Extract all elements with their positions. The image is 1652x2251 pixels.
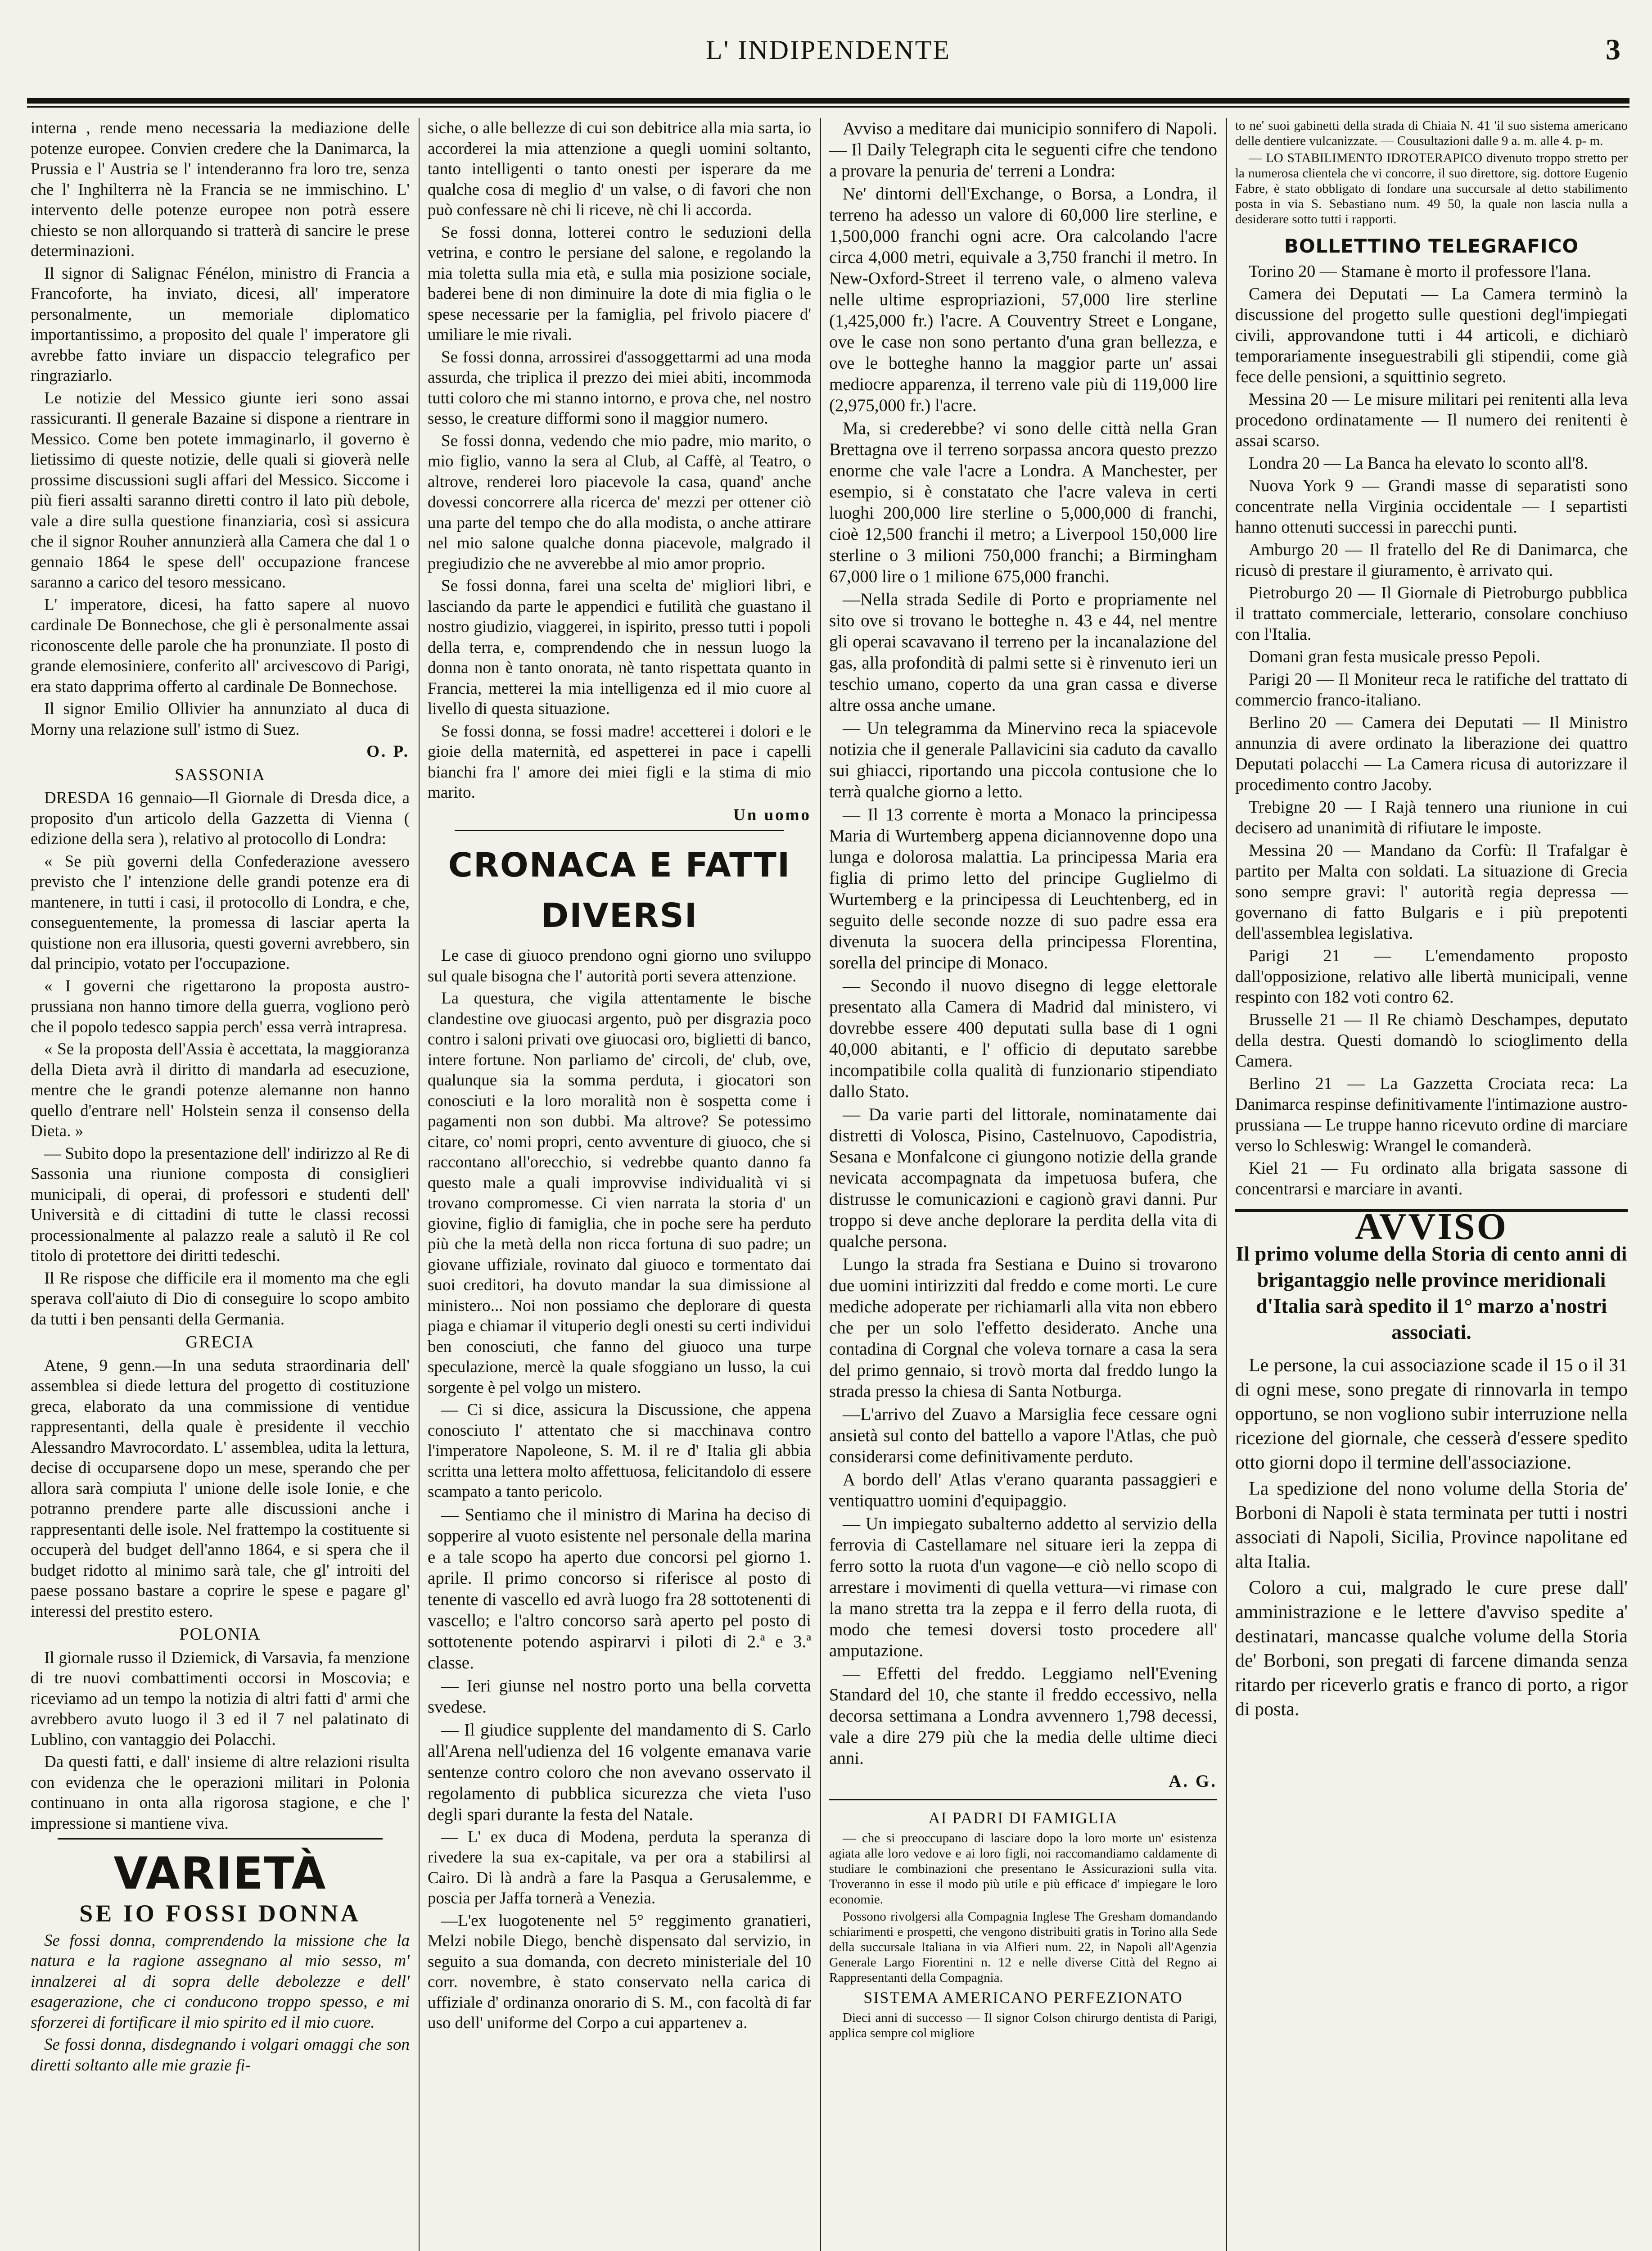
article-paragraph: — Secondo il nuovo disegno di legge elettorale presentato alla Camera di Madrid dal ministero, vi dovrebbe essere 400 deputati sulla base di 1 ogni 40,000 abitanti, e l' officio di deputato sarebbe incompatibile colla qualità di funzionario stipendiato dallo Stato. (829, 976, 1217, 1101)
article-paragraph: Se fossi donna, comprendendo la missione che la natura e la ragione assegnano al mio sesso, m' innalzerei al di sopra delle debolezze e dell' esagerazione, che ci conducono troppo spesso, e mi sforzerei di fortificare il mio spirito ed il mio cuore. (31, 1931, 410, 2032)
telegram-item: Torino 20 — Stamane è morto il professore l'lana. (1249, 262, 1591, 281)
telegram-item: Pietroburgo 20 — Il Giornale di Pietroburgo pubblica il trattato commerciale, letterario, consolare conchiuso con l'Italia. (1235, 583, 1628, 644)
article-paragraph: Le case di giuoco prendono ogni giorno uno sviluppo sul quale bisogna che l' autorità porti severa attenzione. (428, 946, 811, 985)
section-heading-grecia: GRECIA (185, 1333, 255, 1352)
section-divider (829, 1799, 1217, 1800)
avviso-announcement: Il primo volume della Storia di cento anni di brigantaggio nelle province meridionali d'Italia sarà spedito il 1° marzo a'nostri associati. (1236, 1242, 1627, 1343)
article-paragraph: Da questi fatti, e dall' insieme di altre relazioni risulta con evidenza che le operazioni militari in Polonia continuano in onta alla rigorosa stagione, e che l' impressione si mantiene viva. (31, 1753, 410, 1833)
article-paragraph: Se fossi donna, farei una scelta de' migliori libri, e lasciando da parte le appendici e futilità che guastano il nostro giudizio, viaggerei, in ispirito, presso tutti i popoli della terra, e, comprendendo che in nessun luogo la donna non è tanto onorata, nè tanto rispettata quanto in Francia, metterei la mia intelligenza ed il mio cuore al livello di questa situazione. (428, 577, 811, 718)
article-paragraph: Le notizie del Messico giunte ieri sono assai rassicuranti. Il generale Bazaine si dispone a rientrare in Messico. Come ben potete immaginarlo, il governo è lietissimo di queste notizie, delle quali si gioverà nelle prossime discussioni sugli affari del Messico. Siccome i più fieri assalti saranno diretti contro il lato più debole, vale a dire sulla questione finanziaria, così si assicura che il signor Rouher annunzierà alla Camera che dal 1 o gennaio 1864 le spese dell' occupazione francese saranno a carico del tesoro messicano. (31, 389, 410, 592)
section-heading-polonia: POLONIA (179, 1625, 261, 1644)
telegram-item: Trebigne 20 — I Rajà tennero una riunione in cui decisero ad unanimità di rifiutare le imposte. (1235, 798, 1628, 837)
advertisement-text: Possono rivolgersi alla Compagnia Inglese The Gresham domandando schiarimenti e prospetti, che vengono distribuiti gratis in Torino alla Sede della succursale Italiana in via Alfieri num. 22, in Napoli all'Agenzia Generale Largo Fiorentini n. 12 e nelle diverse Città del Regno ai Rappresentanti della Compagnia. (829, 1909, 1217, 1985)
article-paragraph: — Ieri giunse nel nostro porto una bella corvetta svedese. (428, 1676, 811, 1717)
telegram-item: Berlino 20 — Camera dei Deputati — Il Ministro annunzia di avere ordinato la liberazione dei quattro Deputati polacchi — La Camera ricusa di autorizzare il procedimento contro Jacoby. (1235, 713, 1628, 794)
article-paragraph: —Nella strada Sedile di Porto e propriamente nel sito ove si trovano le botteghe n. 43 e 44, nel mentre gli operai scavavano il terreno per la incanalazione del gas, alla profondità di palmi sette si è rinvenuto ieri un teschio umano, coperto da una gran cassa e diverse altre ossa anche umane. (829, 590, 1217, 715)
telegram-item: Domani gran festa musicale presso Pepoli. (1249, 647, 1540, 666)
article-signoff: Un uomo (733, 805, 811, 824)
article-paragraph: — Il 13 corrente è morta a Monaco la principessa Maria di Wurtemberg appena diciannovenne dopo una lunga e dolorosa malattia. La principessa Maria era figlia di primo letto del principe Guglielmo di Wurtemberg e la principessa di Leuchtenberg, ed in seguito delle seconde nozze di suo padre essa era divenuta la suocera della principessa Florentina, sorella del principe di Monaco. (829, 805, 1217, 972)
header-rule-thin (27, 106, 1629, 108)
article-paragraph: Il giornale russo il Dziemick, di Varsavia, fa menzione di tre nuovi combattimenti occorsi in Moscovia; e riceviamo ad un tempo la notizia di altri fatti d' armi che avrebbero avuto luogo il 3 ed il 7 nel palatinato di Lublino, con vantaggio dei Polacchi. (31, 1648, 410, 1749)
header-rule-thick (27, 98, 1629, 104)
column-1 (31, 118, 410, 2251)
telegram-item: Parigi 20 — Il Moniteur reca le ratifiche del trattato di commercio franco-italiano. (1235, 670, 1628, 710)
masthead-title: L' INDIPENDENTE (705, 35, 951, 65)
article-title-se-io-fossi-donna: SE IO FOSSI DONNA (79, 1900, 361, 1927)
article-paragraph: — Ci si dice, assicura la Discussione, che appena conosciuto l' attentato che si macchinava contro l'imperatore Napoleone, S. M. il re d' Italia gli abbia scritta una lettera molto affettuosa, felicitandolo di essere scampato a tanto pericolo. (428, 1401, 811, 1501)
article-paragraph: interna , rende meno necessaria la mediazione delle potenze europee. Convien credere che la Danimarca, la Prussia e l' Austria se l' intenderanno fra loro tre, senza che l' Inghilterra nè la Francia se ne immischino. L' intervento delle potenze europee non potrà essere chiesto se non allorquando si tratterà di sancire le prese determinazioni. (31, 119, 410, 260)
article-paragraph: Se fossi donna, vedendo che mio padre, mio marito, o mio figlio, vanno la sera al Club, al Caffè, al Teatro, o altrove, renderei loro piacevole la casa, quand' anche dovessi concorrere alla ricerca de' mezzi per ottener ciò una parte del tempo che do alla modista, o anche attirare nel mio salone qualche donna piacevole, malgrado il pregiudizio che ne avverebbe al mio amor proprio. (428, 431, 811, 573)
advertisement-text: Dieci anni di successo — Il signor Colson chirurgo dentista di Parigi, applica sempre col migliore (829, 2011, 1217, 2040)
advertisement-title: AI PADRI DI FAMIGLIA (928, 1809, 1118, 1827)
article-paragraph: La questura, che vigila attentamente le bische clandestine ove giuocasi argento, può per disgrazia poco contro i saloni privati ove giuocasi oro, biglietti di banco, intere fortune. Non parliamo de' circoli, de' club, ove, qualunque sia la somma perduta, i giocatori son conosciuti e la loro moralità non è sospetta come i pagamenti non son dubbi. Ma altrove? Se potessimo citare, co' nomi propri, cento avventure di giuoco, che si raccontano all'orecchio, si vedrebbe quanto danno fa questo male a quali improvvise individualità vi si trovano compromesse. Ci vien narrata la storia d' un giovine, figlio di famiglia, che in poche sere ha perduto più che la metà della non ricca fortuna di suo padre; un giovane uffiziale, rovinato dal giuoco e tormentato dai suoi creditori, ha dovuto mandar la sua dimissione al ministero... Noi non possiamo che deplorare di questa piaga e chiamar il vituperio degli onesti su certi individui ben conosciuti, che fanno del giuoco una turpe speculazione, mercè la quale sfoggiano un lusso, la cui sorgente è pel volgo un mistero. (428, 989, 811, 1397)
column-3 (829, 118, 1217, 2251)
page-header (27, 25, 1629, 79)
column-divider (820, 118, 821, 2251)
telegram-item: Messina 20 — Le misure militari pei renitenti alla leva procedono ordinatamente — Il numero dei renitenti è assai scarso. (1235, 390, 1628, 450)
article-paragraph: « I governi che rigettarono la proposta austro-prussiana non hanno timore della guerra, vogliono però che il popolo tedesco sappia perch' essa verrà intrapresa. (31, 976, 410, 1036)
article-paragraph: — Effetti del freddo. Leggiamo nell'Evening Standard del 10, che stante il freddo eccessivo, nella decorsa settimana a Londra avvennero 1,798 decessi, vale a dire 279 più che la media delle ultime dieci anni. (829, 1664, 1217, 1768)
article-paragraph: Coloro a cui, malgrado le cure prese dall' amministrazione e le lettere d'avviso spedite a' destinatari, mancasse qualche volume della Storia de' Borboni, son pregati di farcene dimanda senza ritardo per riceverlo gratis e franco di porto, a rigor di posta. (1235, 1578, 1628, 1720)
section-heading-bollettino: BOLLETTINO TELEGRAFICO (1284, 235, 1579, 257)
article-signoff: O. P. (366, 742, 410, 761)
article-paragraph: — Il giudice supplente del mandamento di S. Carlo all'Arena nell'udienza del 16 volgente emanava varie sentenze contro coloro che non avevano osservato il regolamento di pubblica sicurezza che vieta l'uso degli spari durante la festa del Natale. (428, 1720, 811, 1824)
advertisement-title: SISTEMA AMERICANO PERFEZIONATO (863, 1989, 1183, 2007)
telegram-item: Amburgo 20 — Il fratello del Re di Danimarca, che ricusò di prestare il giuramento, è arrivato qui. (1235, 540, 1628, 580)
section-heading-cronaca: CRONACA E FATTI DIVERSI (448, 846, 791, 935)
article-paragraph: —L'ex luogotenente nel 5° reggimento granatieri, Melzi nobile Diego, benchè dispensato dal servizio, in seguito a sua domanda, con decreto ministeriale del 10 corr. novembre, è stato conservato nella carica di uffiziale d' ordinanza onorario di S. M., con facoltà di far uso dell' uniforme del Corpo a cui appartenev a. (428, 1911, 811, 2032)
article-paragraph: — Un impiegato subalterno addetto al servizio della ferrovia di Castellamare nel situare ieri la zeppa di ferro sotto la ruota d'un vagone—e ciò nello scopo di arrestare i movimenti di quella vettura—vi rimase con la mano stretta tra la zeppa e il ferro della ruota, di modo che temesi doversi tosto procedere all' amputazione. (829, 1514, 1217, 1660)
article-paragraph: —L'arrivo del Zuavo a Marsiglia fece cessare ogni ansietà sul conto del battello a vapore l'Atlas, che può considerarsi come definitivamente perduto. (829, 1405, 1217, 1466)
article-paragraph: A bordo dell' Atlas v'erano quaranta passaggieri e ventiquattro uomini d'equipaggio. (829, 1470, 1217, 1510)
article-paragraph: — Un telegramma da Minervino reca la spiacevole notizia che il generale Pallavicini sia caduto da cavallo sui ghiacci, riportando una piccola contusione che lo terrà qualche giorno a letto. (829, 719, 1217, 801)
article-paragraph: Il signor di Salignac Fénélon, ministro di Francia a Francoforte, ha inviato, dicesi, all' imperatore personalmente, un memoriale diplomatico importantissimo, a proposito del quale l' imperatore gli avrebbe fatto inviare un dispaccio telegrafico per ringraziarlo. (31, 264, 410, 385)
section-heading-varieta: VARIETÀ (113, 1848, 327, 1899)
telegram-item: Nuova York 9 — Grandi masse di separatisti sono concentrate nella Virginia occidentale — I separtisti hanno ottenuti successi in parecchi punti. (1235, 476, 1628, 537)
section-heading-avviso: AVVISO (1235, 1209, 1628, 1237)
column-4 (1235, 118, 1628, 2251)
advertisement-text: to ne' suoi gabinetti della strada di Chiaia N. 41 'il suo sistema americano delle dentiere vulcanizzate. — Cousultazioni dalle 9 a. m. alle 4. p- m. (1235, 118, 1628, 148)
article-paragraph: Le persone, la cui associazione scade il 15 o il 31 di ogni mese, sono pregate di rinnovarla in tempo opportuno, se non vogliono subir interruzione nella ricezione del giornale, che cesserà d'essere spedito otto giorni dopo il termine dell'associazione. (1235, 1355, 1628, 1473)
telegram-item: Berlino 21 — La Gazzetta Crociata reca: La Danimarca respinse definitivamente l'intimazione austro-prussiana — Le truppe hanno ricevuto ordine di marciare verso lo Schleswig: Wrangel le comanderà. (1235, 1074, 1628, 1155)
column-divider (1226, 118, 1227, 2251)
article-paragraph: Il Re rispose che difficile era il momento ma che egli sperava coll'aiuto di Dio di conseguire lo scopo ambito da tutti i ben pensanti della Germania. (31, 1269, 410, 1329)
article-signoff: A. G. (1169, 1772, 1217, 1791)
article-paragraph: Se fossi donna, lotterei contro le seduzioni della vetrina, e contro le persiane del salone, e regolando la mia toletta sulla mia età, e sulla mia posizione sociale, baderei bene di non diminuire la dote di mia figlia o le spese necessarie per la famiglia, pel frivolo piacere d' umiliare le mie rivali. (428, 223, 811, 344)
column-2 (428, 118, 811, 2251)
article-paragraph: L' imperatore, dicesi, ha fatto sapere al nuovo cardinale De Bonnechose, che gli è personalmente assai riconoscente delle parole che ha pronunziate. Il posto di grande elemosiniere, conferito all' arcivescovo di Parigi, era stato dapprima offerto al cardinale De Bonnechose. (31, 595, 410, 696)
article-paragraph: Se fossi donna, se fossi madre! accetterei i dolori e le gioie della maternità, ed aspetterei in pace i capelli bianchi fra l' amore dei miei figli e la stima di mio marito. (428, 722, 811, 802)
telegram-item: Parigi 21 — L'emendamento proposto dall'opposizione, relativo alle libertà municipali, venne respinto con 182 voti contro 62. (1235, 946, 1628, 1007)
column-divider (419, 118, 420, 2251)
article-paragraph: Ne' dintorni dell'Exchange, o Borsa, a Londra, il terreno ha adesso un valore di 60,000 lire sterline, e 1,500,000 franchi ogni acre. Ora calcolando l'acre circa 4,000 metri, equivale a 3,750 franchi il metro. In New-Oxford-Street il terreno vale, o almeno valeva nelle ultime espropriazioni, 57,000 lire sterline (1,425,000 fr.) l'acre. A Couventry Street e Longane, ove le case non sono pertanto d'una gran bellezza, e ove le botteghe hanno la maggior parte un' assai mediocre apparenza, il terreno vale più di 119,000 lire (2,975,000 fr.) l'acre. (829, 184, 1217, 415)
advertisement-text: — che si preoccupano di lasciare dopo la loro morte un' esistenza agiata alle loro vedove e ai loro figli, noi raccomandiamo caldamente di studiare le combinazioni che presentano le Assicurazioni sulla vita. Troveranno in esse il modo più utile e più efficace d' impiegare le loro economie. (829, 1831, 1217, 1907)
article-paragraph: Ma, si crederebbe? vi sono delle città nella Gran Brettagna ove il terreno sorpassa ancora questo prezzo enorme che vale l'acre a Londra. A Manchester, per esempio, si è constatato che l'acre valeva in certi luoghi 200,000 lire sterline o 5,000,000 di franchi, cioè 12,500 franchi il metro; a Liverpool 150,000 lire sterline o 3 milioni 750,000 franchi; a Birmingham 67,000 lire o 1 milione 675,000 franchi. (829, 419, 1217, 586)
article-paragraph: Se fossi donna, disdegnando i volgari omaggi che son diretti soltanto alle mie grazie fi- (31, 2035, 410, 2075)
telegram-item: Messina 20 — Mandano da Corfù: Il Trafalgar è partito per Malta con soldati. La situazione di Grecia sono sempre gravi: l' autorità regia depressa — governano di fatto Bulgaris e i più prepotenti dell'assemblea legislativa. (1235, 841, 1628, 943)
article-paragraph: — Subito dopo la presentazione dell' indirizzo al Re di Sassonia una riunione composta di consiglieri municipali, di operai, di professori e studenti dell' Università e di cittadini di tutte le classi recossi processionalmente al palazzo reale a salutò il Re col titolo di protettore dei diritti tedeschi. (31, 1144, 410, 1265)
article-paragraph: Atene, 9 genn.—In una seduta straordinaria dell' assemblea si diede lettura del progetto di costituzione greca, elaborato da una commissione di ventidue rappresentanti, della quale è presidente il vecchio Alessandro Mavrocordato. L' assemblea, udita la lettura, decise di occuparsene dopo un mese, sperando che per allora sarà compiuta l' unione delle isole Ionie, e che potranno prendere parte alle discussioni anche i rappresentanti delle isole. Nel frattempo la costituente si occuperà del budget dell'anno 1864, e si spera che il budget ridotto al minimo sarà tale, che gl' introiti del paese possano bastare a coprire le spese e pagare gl' interessi del prestito estero. (31, 1356, 410, 1621)
article-paragraph: — L' ex duca di Modena, perduta la speranza di rivedere la sua ex-capitale, va per ora a stabilirsi al Cairo. Di là andrà a fare la Pasqua a Gerusalemme, e poscia per Jaffa tornerà a Venezia. (428, 1827, 811, 1907)
article-paragraph: siche, o alle bellezze di cui son debitrice alla mia sarta, io accorderei la mia attenzione a quegli uomini soltanto, tanto intelligenti o tanto onesti per isperare da me qualche cosa di meglio d' un valse, o di favori che non può confessare nè chi li riceve, nè chi li accorda. (428, 119, 811, 219)
section-divider (58, 1838, 383, 1840)
article-paragraph: Il signor Emilio Ollivier ha annunziato al duca di Morny una relazione sull' istmo di Suez. (31, 700, 410, 739)
article-paragraph: Lungo la strada fra Sestiana e Duino si trovarono due uomini intirizziti dal freddo e come morti. Le cure mediche adoperate per richiamarli alla vita non ebbero che per un solo l'effetto desiderato. Anche una contadina di Corgnal che voleva tornare a casa la sera del primo gennaio, si trovò morta dal freddo lungo la strada presso la chiesa di Santa Notburga. (829, 1255, 1217, 1401)
telegram-item: Camera dei Deputati — La Camera terminò la discussione del progetto sulle questioni degl'impiegati civili, approvandone tutti i 44 articoli, e dichiarò temporariamente inseguestrabili gli stipendii, come già fece delle pensioni, a squittinio segreto. (1235, 285, 1628, 386)
article-paragraph: DRESDA 16 gennaio—Il Giornale di Dresda dice, a proposito d'un articolo della Gazzetta di Vienna ( edizione della sera ), relativo al protocollo di Londra: (31, 789, 410, 848)
article-paragraph: Avviso a meditare dai municipio sonnifero di Napoli. — Il Daily Telegraph cita le seguenti cifre che tendono a provare la penuria de' terreni a Londra: (829, 119, 1217, 181)
telegram-item: Brusselle 21 — Il Re chiamò Deschampes, deputato della destra. Questi domandò lo scioglimento della Camera. (1235, 1010, 1628, 1071)
telegram-item: Kiel 21 — Fu ordinato alla brigata sassone di concentrarsi e marciare in avanti. (1235, 1159, 1628, 1198)
article-paragraph: « Se più governi della Confederazione avessero previsto che l' intenzione delle grandi potenze era di mantenere, in tutti i casi, il protocollo di Londra, e che, conseguentemente, la promessa di lasciar aperta la quistione non era illusoria, questi governi avrebbero, sin dal principio, votato per l'occupazione. (31, 852, 410, 973)
article-paragraph: Se fossi donna, arrossirei d'assoggettarmi ad una moda assurda, che triplica il prezzo dei miei abiti, incommoda tutti coloro che mi stanno intorno, e prova che, nel nostro sesso, le creature difformi sono il maggior numero. (428, 348, 811, 428)
section-divider (455, 830, 784, 831)
article-paragraph: « Se la proposta dell'Assia è accettata, la maggioranza della Dieta avrà il diritto di mandarla ad esecuzione, mentre che le grandi potenze alemanne non hanno quello d'entrare nell' Holstein senza il consenso della Dieta. » (31, 1040, 410, 1140)
article-paragraph: La spedizione del nono volume della Storia de' Borboni di Napoli è stata terminata per tutti i nostri associati di Napoli, Sicilia, Province napolitane ed alta Italia. (1235, 1478, 1628, 1572)
section-heading-sassonia: SASSONIA (175, 765, 266, 784)
page-number: 3 (1606, 33, 1620, 66)
advertisement-text: — LO STABILIMENTO IDROTERAPICO divenuto troppo stretto per la numerosa clientela che vi concorre, il suo direttore, sig. dottore Eugenio Fabre, è stato obbligato di fondare una succursale al detto stabilimento posta in via S. Sebastiano num. 49 50, la quale non lascia nulla a desiderare sotto tutti i rapporti. (1235, 151, 1628, 226)
telegram-item: Londra 20 — La Banca ha elevato lo sconto all'8. (1249, 454, 1588, 473)
article-paragraph: — Da varie parti del littorale, nominatamente dai distretti di Volosca, Pisino, Castelnuovo, Capodistria, Sesana e Monfalcone ci giungono notizie della grande nevicata accompagnata da impetuosa bufera, che distrusse le comunicazioni e cagionò gravi danni. Pur troppo si deve anche deplorare la perdita della vita di qualche persona. (829, 1105, 1217, 1251)
article-paragraph: — Sentiamo che il ministro di Marina ha deciso di sopperire al vuoto esistente nel personale della marina e a tale scopo ha aperto due concorsi pel giorno 1. aprile. Il primo concorso si riferisce al posto di tenente di vascello ed avrà luogo fra 28 sottotenenti di vascello; e l'altro concorso sarà aperto pel posto di sottotenente potendo aspirarvi i piloti di 2.ª e 3.ª classe. (428, 1505, 811, 1672)
